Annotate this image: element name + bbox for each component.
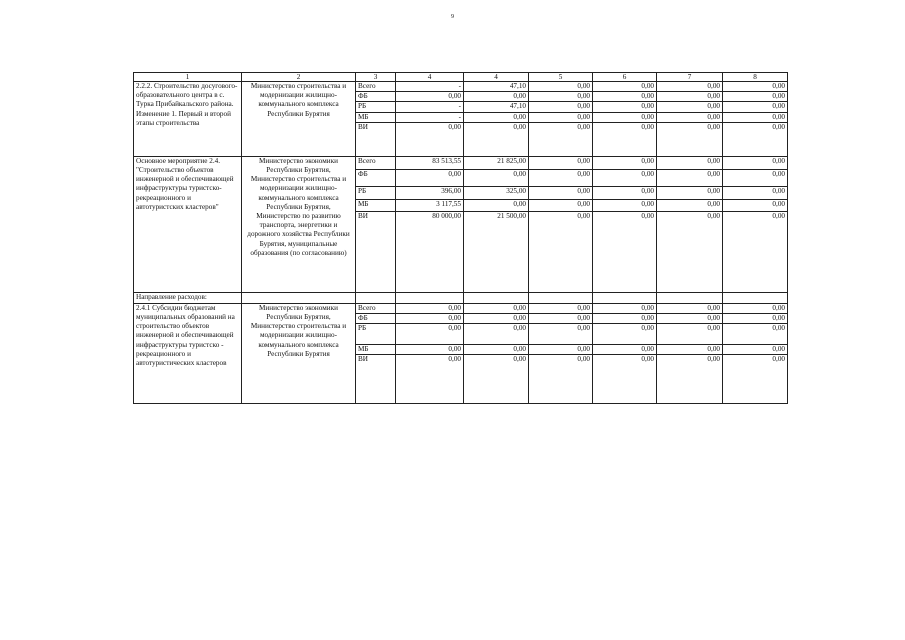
value-cell: 0,00 (723, 314, 788, 324)
value-cell: 0,00 (657, 169, 723, 186)
value-cell: - (396, 112, 464, 122)
value-cell: 325,00 (464, 186, 529, 199)
value-cell: 0,00 (657, 355, 723, 404)
empty-cell (242, 292, 356, 303)
value-cell: 0,00 (593, 199, 657, 211)
funding-source: ФБ (356, 314, 396, 324)
table-row (134, 82, 788, 92)
header-cell: 2 (242, 73, 356, 82)
value-cell: 0,00 (657, 199, 723, 211)
value-cell: 0,00 (464, 355, 529, 404)
value-cell: 0,00 (529, 314, 593, 324)
value-cell: 0,00 (723, 169, 788, 186)
funding-source: ФБ (356, 169, 396, 186)
value-cell: 0,00 (396, 303, 464, 313)
funding-source: ВИ (356, 122, 396, 156)
value-cell: 0,00 (464, 314, 529, 324)
value-cell: 0,00 (593, 345, 657, 355)
value-cell: 0,00 (723, 92, 788, 102)
value-cell: 0,00 (464, 324, 529, 345)
value-cell: 0,00 (464, 112, 529, 122)
value-cell: 0,00 (657, 112, 723, 122)
value-cell: 0,00 (529, 355, 593, 404)
measure-name: 2.4.1 Субсидии бюджетам муниципальных образований на строительство объектов инженерной и обеспечивающей инфраструктуры туристско - рекреационного и автотуристических кластеров (134, 303, 242, 404)
responsible-executor: Министерство строительства и модернизации жилищно-коммунального комплекса Республики Бурятия (242, 82, 356, 157)
table-row (134, 292, 788, 303)
value-cell: 0,00 (657, 156, 723, 169)
value-cell: 0,00 (529, 169, 593, 186)
funding-source: МБ (356, 345, 396, 355)
funding-source: МБ (356, 112, 396, 122)
value-cell: 0,00 (657, 303, 723, 313)
value-cell: 0,00 (464, 199, 529, 211)
empty-cell (464, 292, 529, 303)
value-cell: 47,10 (464, 102, 529, 112)
value-cell: 0,00 (593, 324, 657, 345)
value-cell: 0,00 (396, 122, 464, 156)
direction-label: Направление расходов: (134, 292, 242, 303)
page-number: 9 (451, 14, 454, 20)
empty-cell (356, 292, 396, 303)
value-cell: 0,00 (657, 345, 723, 355)
value-cell: 0,00 (657, 186, 723, 199)
value-cell: 0,00 (723, 199, 788, 211)
value-cell: 0,00 (464, 303, 529, 313)
value-cell: 0,00 (657, 92, 723, 102)
value-cell: 0,00 (723, 112, 788, 122)
header-cell: 6 (593, 73, 657, 82)
funding-source: Всего (356, 82, 396, 92)
header-cell: 1 (134, 73, 242, 82)
value-cell: 0,00 (593, 102, 657, 112)
measure-name: Основное мероприятие 2.4. "Строительство объектов инженерной и обеспечивающей инфраструктуры туристско-рекреационного и автотуристских кластеров" (134, 156, 242, 292)
value-cell: 0,00 (529, 82, 593, 92)
value-cell: 0,00 (396, 314, 464, 324)
header-cell: 7 (657, 73, 723, 82)
value-cell: 0,00 (593, 303, 657, 313)
value-cell: 0,00 (723, 303, 788, 313)
value-cell: 0,00 (396, 355, 464, 404)
value-cell: 0,00 (529, 324, 593, 345)
value-cell: 0,00 (593, 314, 657, 324)
value-cell: 0,00 (529, 211, 593, 292)
header-cell: 3 (356, 73, 396, 82)
value-cell: 0,00 (593, 92, 657, 102)
table-row (134, 156, 788, 169)
value-cell: 0,00 (529, 345, 593, 355)
value-cell: 0,00 (464, 122, 529, 156)
value-cell: 0,00 (593, 156, 657, 169)
value-cell: 0,00 (593, 211, 657, 292)
value-cell: 0,00 (464, 345, 529, 355)
measure-name: 2.2.2. Строительство досугового-образовательного центра в с. Турка Прибайкальского района. Изменение 1. Первый и второй этапы строительства (134, 82, 242, 157)
value-cell: 0,00 (657, 102, 723, 112)
value-cell: 0,00 (723, 82, 788, 92)
value-cell: 0,00 (723, 186, 788, 199)
value-cell: 0,00 (723, 156, 788, 169)
value-cell: 0,00 (593, 82, 657, 92)
funding-source: ВИ (356, 355, 396, 404)
header-row (134, 73, 788, 82)
header-cell: 8 (723, 73, 788, 82)
value-cell: 0,00 (657, 324, 723, 345)
value-cell: 0,00 (593, 169, 657, 186)
value-cell: - (396, 82, 464, 92)
value-cell: 0,00 (529, 112, 593, 122)
budget-table (133, 72, 788, 404)
value-cell: 0,00 (529, 92, 593, 102)
value-cell: 0,00 (464, 92, 529, 102)
value-cell: 0,00 (593, 122, 657, 156)
value-cell: 0,00 (723, 345, 788, 355)
value-cell: - (396, 102, 464, 112)
funding-source: Всего (356, 303, 396, 313)
value-cell: 80 000,00 (396, 211, 464, 292)
value-cell: 0,00 (593, 112, 657, 122)
value-cell: 0,00 (529, 102, 593, 112)
value-cell: 0,00 (723, 102, 788, 112)
value-cell: 0,00 (396, 169, 464, 186)
value-cell: 0,00 (396, 345, 464, 355)
value-cell: 0,00 (529, 303, 593, 313)
value-cell: 0,00 (529, 199, 593, 211)
value-cell: 0,00 (593, 186, 657, 199)
header-cell: 4 (464, 73, 529, 82)
funding-source: МБ (356, 199, 396, 211)
value-cell: 0,00 (657, 314, 723, 324)
empty-cell (723, 292, 788, 303)
responsible-executor: Министерство экономики Республики Бурятия, Министерство строительства и модернизации жилищно-коммунального комплекса Республики Бурятия, Министерство по развитию транспорта, энергетики и дорожного хозяйства Республики Бурятия, муниципальные образования (по согласованию) (242, 156, 356, 292)
value-cell: 0,00 (396, 92, 464, 102)
value-cell: 83 513,55 (396, 156, 464, 169)
empty-cell (396, 292, 464, 303)
value-cell: 0,00 (593, 355, 657, 404)
funding-source: РБ (356, 324, 396, 345)
responsible-executor: Министерство экономики Республики Бурятия, Министерство строительства и модернизации жилищно-коммунального комплекса Республики Бурятия (242, 303, 356, 404)
empty-cell (657, 292, 723, 303)
header-cell: 4 (396, 73, 464, 82)
value-cell: 0,00 (529, 186, 593, 199)
value-cell: 47,10 (464, 82, 529, 92)
empty-cell (529, 292, 593, 303)
funding-source: ФБ (356, 92, 396, 102)
value-cell: 0,00 (723, 355, 788, 404)
funding-source: РБ (356, 186, 396, 199)
empty-cell (593, 292, 657, 303)
value-cell: 396,00 (396, 186, 464, 199)
value-cell: 0,00 (529, 122, 593, 156)
value-cell: 3 117,55 (396, 199, 464, 211)
value-cell: 0,00 (529, 156, 593, 169)
header-cell: 5 (529, 73, 593, 82)
table-row (134, 303, 788, 313)
value-cell: 0,00 (723, 324, 788, 345)
value-cell: 0,00 (657, 82, 723, 92)
value-cell: 0,00 (464, 169, 529, 186)
value-cell: 0,00 (723, 211, 788, 292)
funding-source: Всего (356, 156, 396, 169)
value-cell: 0,00 (396, 324, 464, 345)
value-cell: 21 825,00 (464, 156, 529, 169)
value-cell: 0,00 (723, 122, 788, 156)
value-cell: 21 500,00 (464, 211, 529, 292)
value-cell: 0,00 (657, 211, 723, 292)
funding-source: РБ (356, 102, 396, 112)
value-cell: 0,00 (657, 122, 723, 156)
funding-source: ВИ (356, 211, 396, 292)
